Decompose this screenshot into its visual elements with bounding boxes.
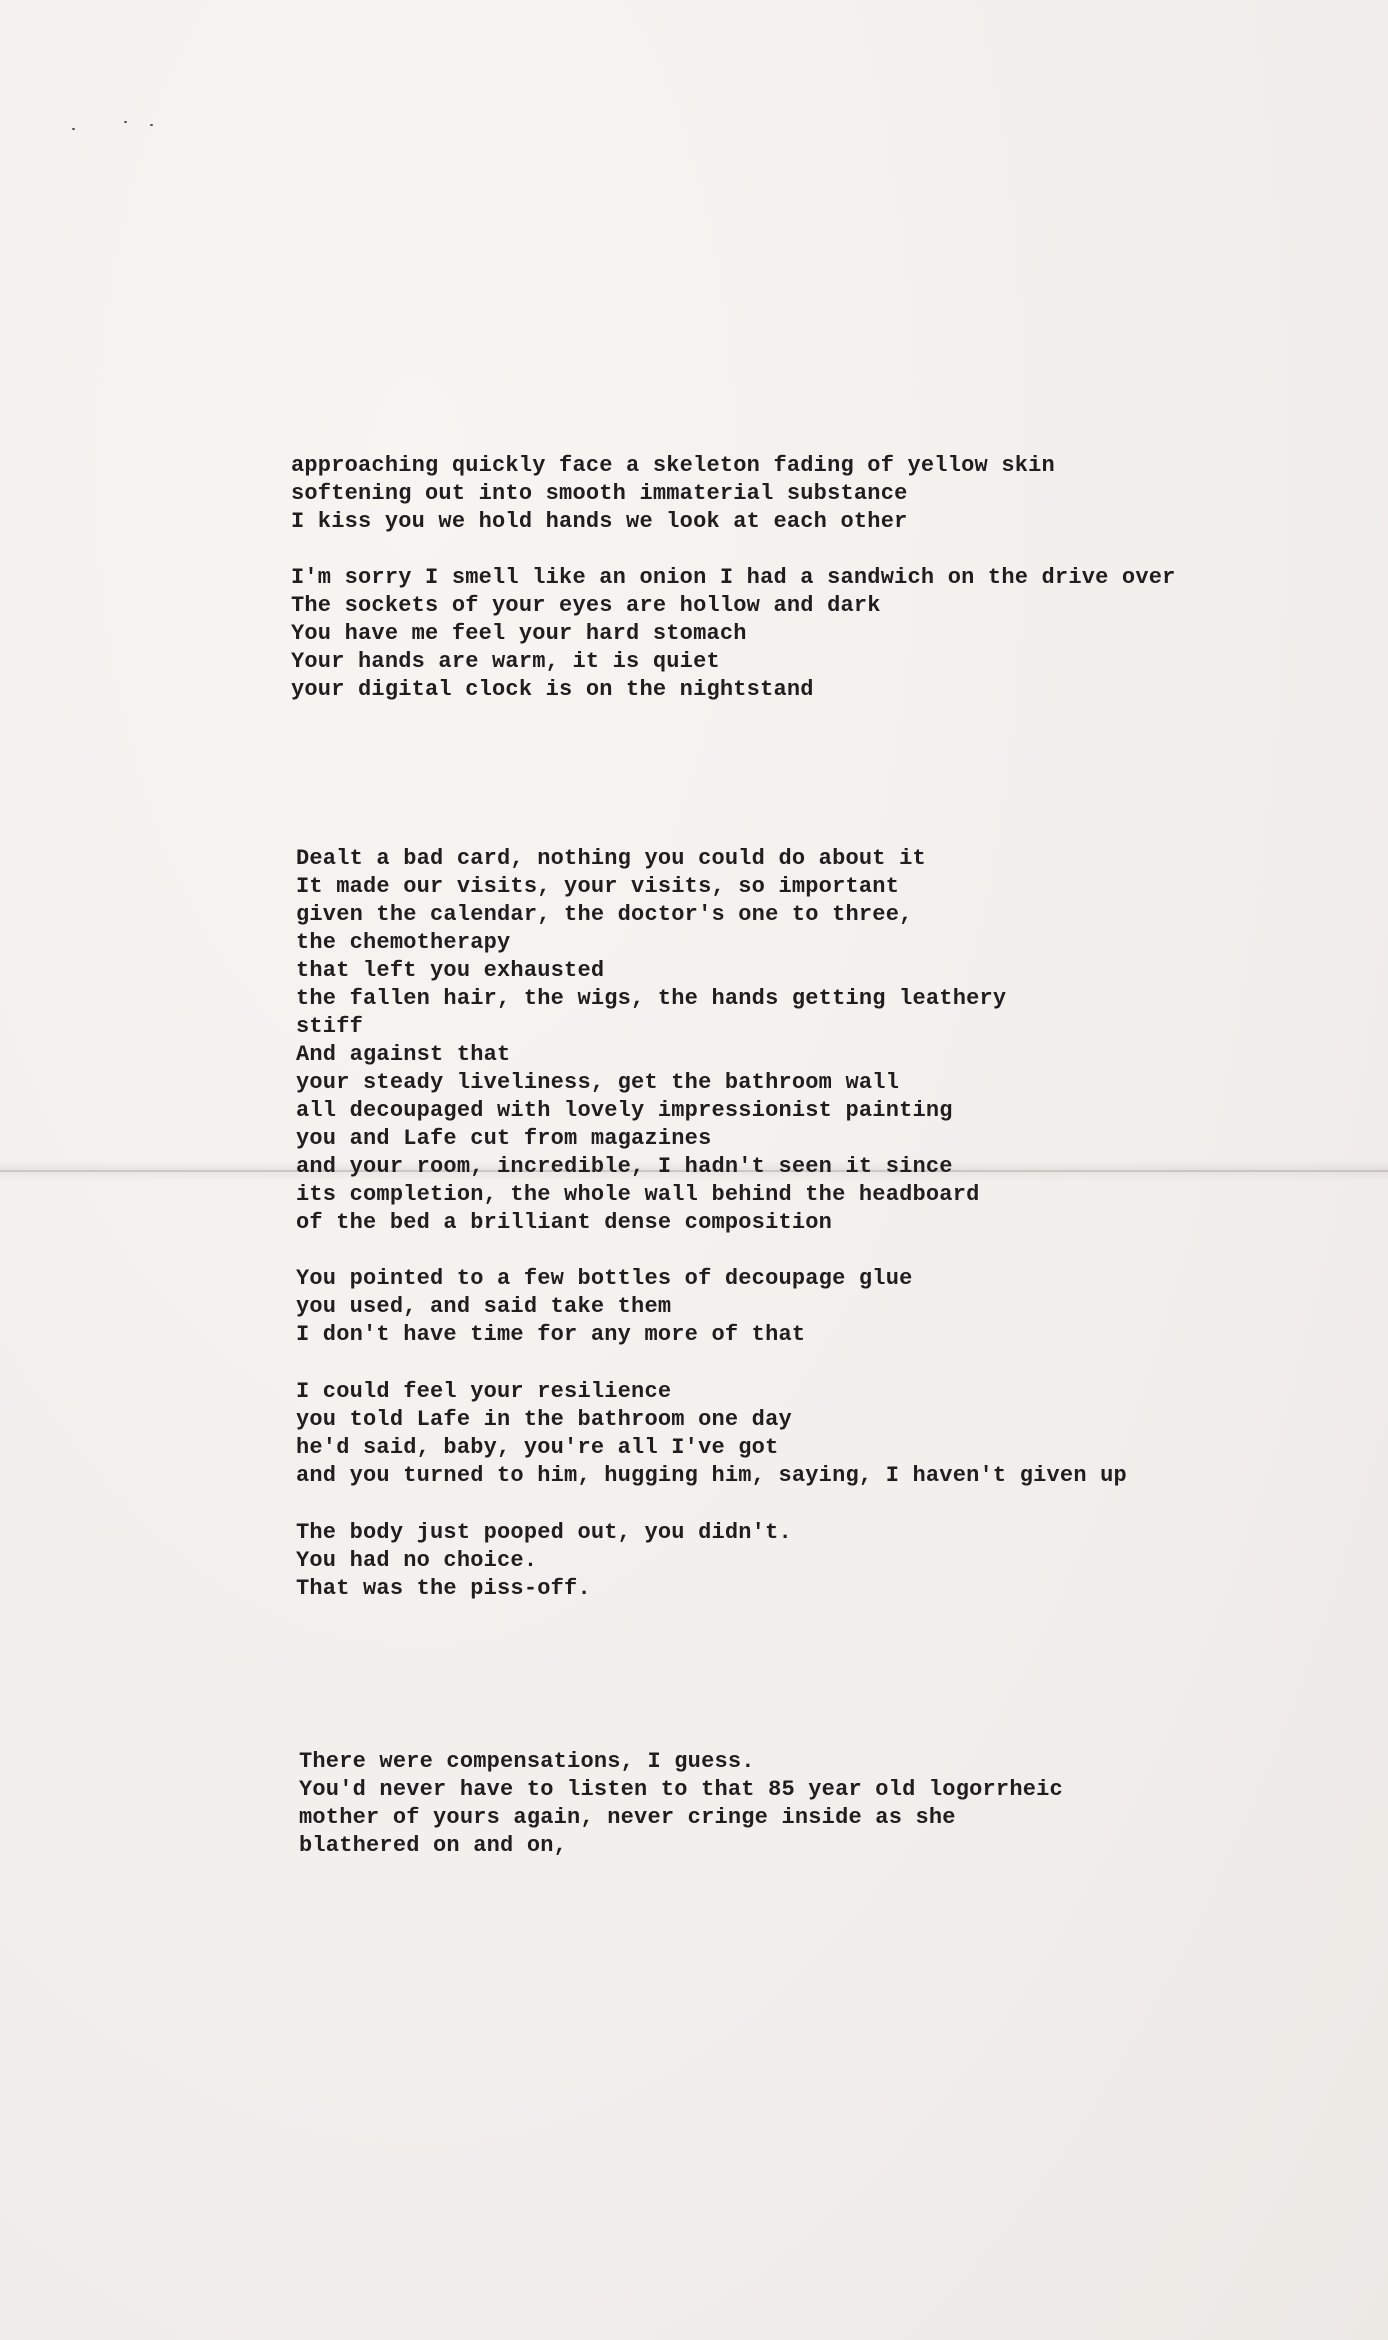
stanza-6 (296, 1519, 792, 1603)
poem-line: The body just pooped out, you didn't. (296, 1520, 792, 1545)
stanza-7 (299, 1748, 1063, 1860)
poem-line: you and Lafe cut from magazines (296, 1126, 712, 1151)
poem-line: I'm sorry I smell like an onion I had a sandwich on the drive over (291, 565, 1176, 590)
poem-line: the chemotherapy (296, 930, 511, 955)
poem-line: You have me feel your hard stomach (291, 621, 747, 646)
poem-line: I could feel your resilience (296, 1379, 672, 1404)
poem-line: and you turned to him, hugging him, saying, I haven't given up (296, 1463, 1127, 1488)
poem-line: And against that (296, 1042, 511, 1067)
poem-line: your digital clock is on the nightstand (291, 677, 814, 702)
poem-line: he'd said, baby, you're all I've got (296, 1435, 779, 1460)
poem-line: the fallen hair, the wigs, the hands getting leathery (296, 986, 1007, 1011)
poem-line: that left you exhausted (296, 958, 605, 983)
poem-line: Your hands are warm, it is quiet (291, 649, 720, 674)
poem-line: your steady liveliness, get the bathroom wall (296, 1070, 900, 1095)
poem-line: all decoupaged with lovely impressionist painting (296, 1098, 953, 1123)
paper-speck (72, 128, 75, 130)
stanza-3 (296, 845, 1006, 1237)
poem-line: blathered on and on, (299, 1833, 568, 1858)
poem-line: approaching quickly face a skeleton fading of yellow skin (291, 453, 1055, 478)
poem-line: softening out into smooth immaterial substance (291, 481, 908, 506)
stanza-5 (296, 1378, 1127, 1490)
poem-line: The sockets of your eyes are hollow and dark (291, 593, 881, 618)
poem-line: mother of yours again, never cringe inside as she (299, 1805, 956, 1830)
poem-line: given the calendar, the doctor's one to three, (296, 902, 913, 927)
poem-line: There were compensations, I guess. (299, 1749, 755, 1774)
poem-line: you told Lafe in the bathroom one day (296, 1407, 792, 1432)
poem-line: You had no choice. (296, 1548, 538, 1573)
paper-speck (150, 124, 153, 126)
poem-line: You'd never have to listen to that 85 year old logorrheic (299, 1777, 1063, 1802)
paper-speck (124, 121, 127, 123)
poem-line: stiff (296, 1014, 364, 1039)
poem-line: and your room, incredible, I hadn't seen it since (296, 1154, 953, 1179)
poem-line: I don't have time for any more of that (296, 1322, 806, 1347)
poem-line: You pointed to a few bottles of decoupage glue (296, 1266, 913, 1291)
stanza-4 (296, 1265, 913, 1349)
poem-line: That was the piss-off. (296, 1576, 591, 1601)
stanza-2 (291, 564, 1176, 704)
poem-line: you used, and said take them (296, 1294, 672, 1319)
poem-line: of the bed a brilliant dense composition (296, 1210, 833, 1235)
poem-line: It made our visits, your visits, so important (296, 874, 900, 899)
stanza-1 (291, 452, 1055, 536)
poem-line: I kiss you we hold hands we look at each other (291, 509, 908, 534)
poem-line: Dealt a bad card, nothing you could do about it (296, 846, 926, 871)
poem-line: its completion, the whole wall behind the headboard (296, 1182, 980, 1207)
